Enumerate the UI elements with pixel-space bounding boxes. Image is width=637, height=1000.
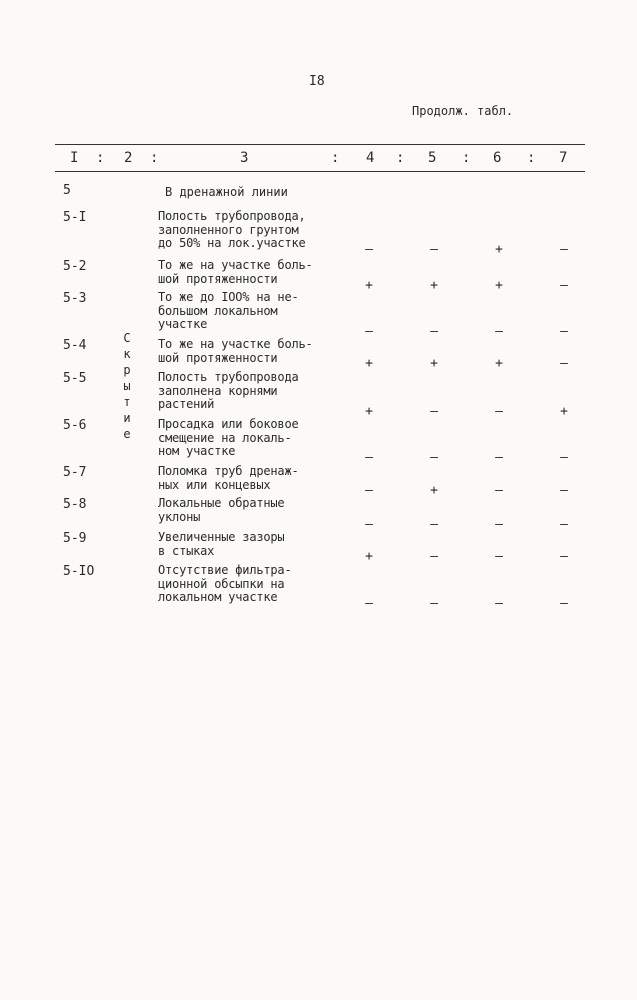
row-description: Поломка труб дренаж- ных или концевых [158, 464, 299, 492]
header-separator: : [150, 150, 159, 166]
row-mark-col-4: – [365, 450, 373, 465]
row-mark-col-5: – [430, 324, 438, 339]
row-mark-col-4: – [365, 242, 373, 257]
row-mark-col-4: – [365, 517, 373, 532]
section-title: В дренажной линии [165, 185, 288, 199]
header-col-5: 5 [428, 150, 437, 166]
page-number: I8 [309, 74, 325, 89]
row-number: 5-7 [63, 465, 87, 480]
row-mark-col-5: + [430, 278, 438, 293]
row-mark-col-6: + [495, 356, 503, 371]
table-top-rule [55, 144, 585, 145]
row-mark-col-5: – [430, 404, 438, 419]
row-description: Увеличенные зазоры в стыках [158, 530, 285, 558]
vertical-label: С к р ы т и е [123, 331, 131, 441]
row-mark-col-7: – [560, 450, 568, 465]
header-separator: : [396, 150, 405, 166]
row-mark-col-7: – [560, 483, 568, 498]
row-number: 5-9 [63, 531, 87, 546]
header-separator: : [462, 150, 471, 166]
row-mark-col-6: – [495, 450, 503, 465]
row-description: То же до IOO% на не- большом локальном участке [158, 290, 299, 331]
row-number: 5-5 [63, 371, 87, 386]
row-mark-col-5: – [430, 517, 438, 532]
row-mark-col-7: – [560, 278, 568, 293]
row-description: То же на участке боль- шой протяженности [158, 258, 313, 286]
row-mark-col-6: + [495, 242, 503, 257]
row-number: 5-2 [63, 259, 87, 274]
row-mark-col-6: – [495, 324, 503, 339]
header-separator: : [96, 150, 105, 166]
row-mark-col-7: – [560, 549, 568, 564]
row-mark-col-5: + [430, 356, 438, 371]
row-mark-col-6: – [495, 517, 503, 532]
header-separator: : [331, 150, 340, 166]
row-mark-col-4: – [365, 324, 373, 339]
row-mark-col-7: – [560, 356, 568, 371]
header-col-2: 2 [124, 150, 133, 166]
header-col-4: 4 [366, 150, 375, 166]
header-col-7: 7 [559, 150, 568, 166]
row-mark-col-4: + [365, 549, 373, 564]
row-description: Полость трубопровода, заполненного грунтом до 50% на лок.участке [158, 209, 306, 250]
row-number: 5-6 [63, 418, 87, 433]
row-number: 5-IO [63, 564, 95, 579]
header-col-3: 3 [240, 150, 249, 166]
row-mark-col-7: + [560, 404, 568, 419]
row-description: Полость трубопровода заполнена корнями растений [158, 370, 299, 411]
row-mark-col-5: – [430, 549, 438, 564]
row-description: Локальные обратные уклоны [158, 496, 285, 524]
section-number: 5 [63, 183, 71, 198]
header-bottom-rule [55, 171, 585, 172]
row-mark-col-6: – [495, 483, 503, 498]
row-mark-col-7: – [560, 517, 568, 532]
header-col-6: 6 [493, 150, 502, 166]
row-mark-col-7: – [560, 596, 568, 611]
row-mark-col-6: – [495, 404, 503, 419]
row-number: 5-8 [63, 497, 87, 512]
row-mark-col-5: – [430, 596, 438, 611]
row-mark-col-6: – [495, 549, 503, 564]
row-mark-col-4: + [365, 404, 373, 419]
row-mark-col-5: – [430, 450, 438, 465]
header-col-1: I [70, 150, 79, 166]
row-mark-col-4: – [365, 596, 373, 611]
row-mark-col-4: – [365, 483, 373, 498]
continuation-label: Продолж. табл. [412, 104, 514, 118]
row-number: 5-4 [63, 338, 87, 353]
row-description: Отсутствие фильтра- ционной обсыпки на локальном участке [158, 563, 292, 604]
row-description: Просадка или боковое смещение на локаль- ном участке [158, 417, 299, 458]
row-mark-col-4: + [365, 356, 373, 371]
row-number: 5-3 [63, 291, 87, 306]
row-number: 5-I [63, 210, 87, 225]
row-mark-col-5: – [430, 242, 438, 257]
row-mark-col-4: + [365, 278, 373, 293]
row-mark-col-7: – [560, 242, 568, 257]
row-mark-col-7: – [560, 324, 568, 339]
row-mark-col-5: + [430, 483, 438, 498]
row-mark-col-6: – [495, 596, 503, 611]
row-mark-col-6: + [495, 278, 503, 293]
header-separator: : [527, 150, 536, 166]
row-description: То же на участке боль- шой протяженности [158, 337, 313, 365]
